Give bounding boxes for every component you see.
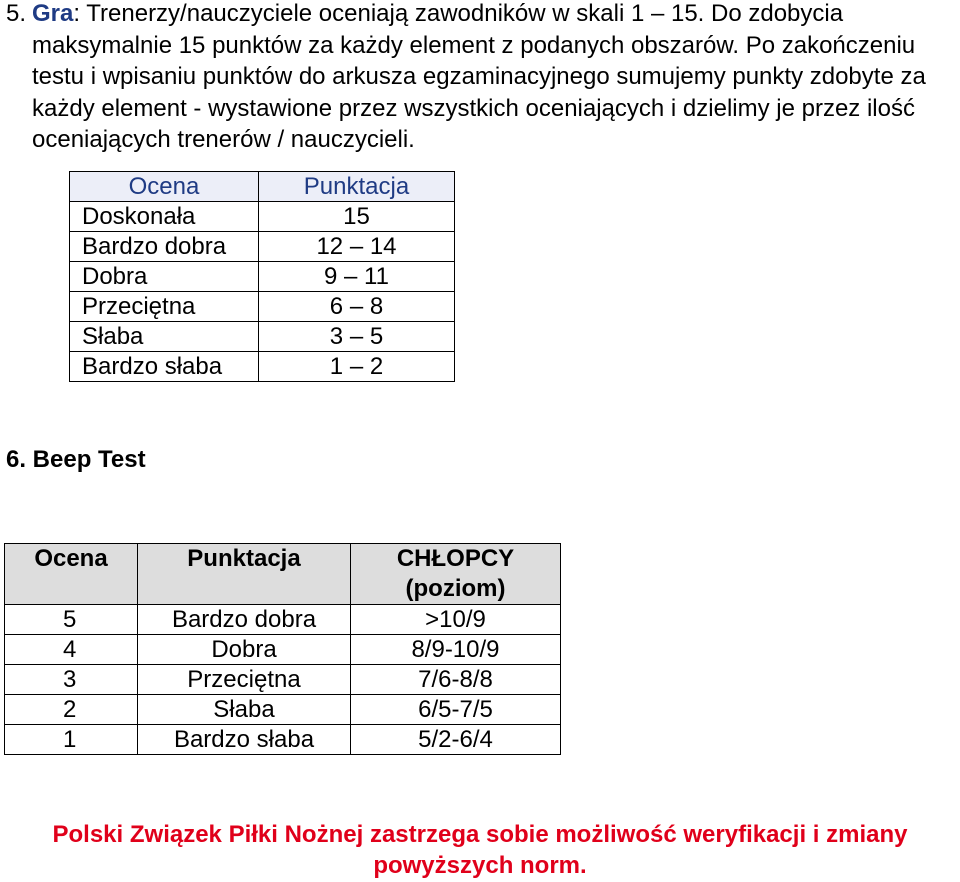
cell-level: 7/6-8/8 xyxy=(351,665,561,695)
cell-points: 6 – 8 xyxy=(259,292,455,322)
table-header-row xyxy=(70,172,455,202)
cell-level: 8/9-10/9 xyxy=(351,635,561,665)
cell-points: Dobra xyxy=(138,635,351,665)
cell-grade: 2 xyxy=(5,695,138,725)
table-row xyxy=(70,202,455,232)
table-row xyxy=(5,665,561,695)
cell-points: Przeciętna xyxy=(138,665,351,695)
cell-grade: Bardzo słaba xyxy=(70,352,259,382)
cell-points: 1 – 2 xyxy=(259,352,455,382)
header-ocena: Ocena xyxy=(70,172,259,202)
cell-points: Słaba xyxy=(138,695,351,725)
cell-points: Bardzo dobra xyxy=(138,605,351,635)
table-row xyxy=(5,635,561,665)
item-lead: Gra xyxy=(32,0,74,27)
cell-level: >10/9 xyxy=(351,605,561,635)
game-score-table xyxy=(69,171,455,382)
item-number: 5. xyxy=(6,0,27,27)
cell-grade: 1 xyxy=(5,725,138,755)
cell-points: 12 – 14 xyxy=(259,232,455,262)
section-6-heading: 6. Beep Test xyxy=(6,446,146,473)
cell-grade: Dobra xyxy=(70,262,259,292)
item-5-paragraph xyxy=(6,0,956,156)
item-text: : Trenerzy/nauczyciele oceniają zawodników w skali 1 – 15. Do zdobycia maksymalnie 15 punktów za każdy element z podanych obszarów. Po zakończeniu testu i wpisaniu punktów do arkusza egzaminacyjnego sumujemy punkty zdobyte za każdy element - wystawione przez wszystkich oceniających i dzielimy je przez ilość oceniających trenerów / nauczycieli. xyxy=(32,0,926,153)
cell-grade: 5 xyxy=(5,605,138,635)
cell-grade: 4 xyxy=(5,635,138,665)
cell-points: Bardzo słaba xyxy=(138,725,351,755)
cell-grade: Słaba xyxy=(70,322,259,352)
header-chlopcy-poziom: CHŁOPCY (poziom) xyxy=(351,544,561,605)
table-row xyxy=(70,352,455,382)
table-row xyxy=(70,292,455,322)
table-row xyxy=(70,262,455,292)
cell-level: 6/5-7/5 xyxy=(351,695,561,725)
table-row xyxy=(5,695,561,725)
cell-level: 5/2-6/4 xyxy=(351,725,561,755)
header-punktacja: Punktacja xyxy=(138,544,351,605)
cell-grade: Doskonała xyxy=(70,202,259,232)
table-header-row xyxy=(5,544,561,605)
cell-grade: 3 xyxy=(5,665,138,695)
table-row xyxy=(70,232,455,262)
footer-note: Polski Związek Piłki Nożnej zastrzega sobie możliwość weryfikacji i zmiany powyższych norm. xyxy=(52,821,908,879)
table-row xyxy=(5,605,561,635)
cell-grade: Bardzo dobra xyxy=(70,232,259,262)
cell-grade: Przeciętna xyxy=(70,292,259,322)
beep-test-table xyxy=(4,543,561,755)
header-ocena: Ocena xyxy=(5,544,138,605)
table-row xyxy=(5,725,561,755)
cell-points: 15 xyxy=(259,202,455,232)
item-body xyxy=(32,0,956,156)
table-row xyxy=(70,322,455,352)
cell-points: 9 – 11 xyxy=(259,262,455,292)
header-punktacja: Punktacja xyxy=(259,172,455,202)
cell-points: 3 – 5 xyxy=(259,322,455,352)
